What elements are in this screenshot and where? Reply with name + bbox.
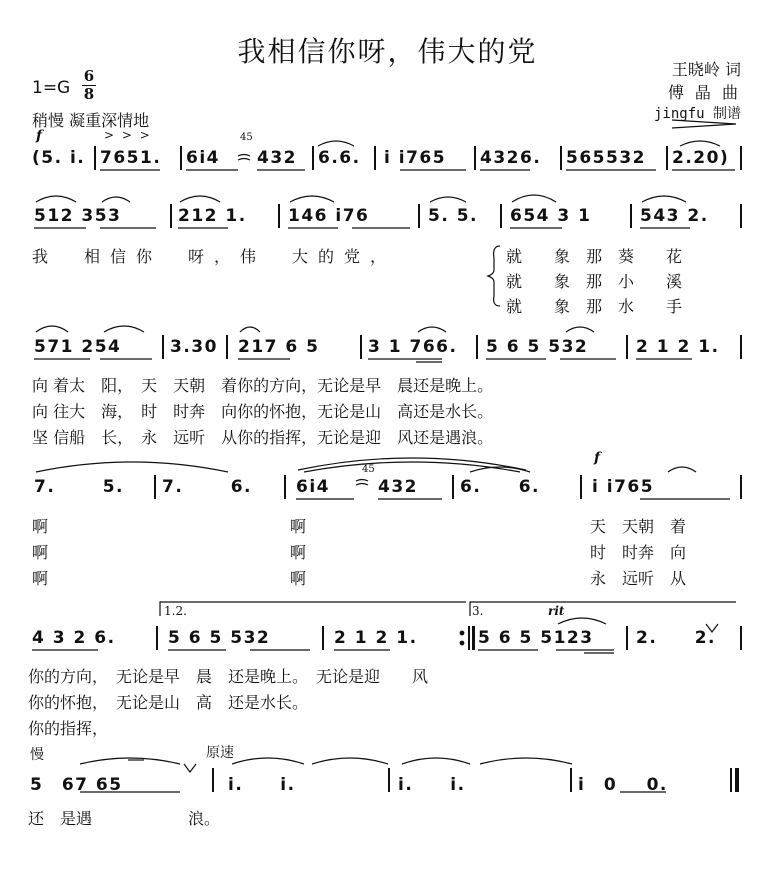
measure: 7. 6. bbox=[162, 477, 252, 497]
volta-bracket bbox=[470, 602, 736, 616]
measure: 2.20) bbox=[672, 148, 730, 168]
lyric-verse-2: 你的怀抱， 无论是山 高 还是水长。 bbox=[28, 693, 309, 712]
measure: 3 1 766. bbox=[368, 337, 458, 357]
measure: 5 6 5 532 bbox=[486, 337, 589, 357]
measure: 7651. bbox=[100, 148, 162, 168]
lyric-ah: 啊 bbox=[290, 517, 307, 536]
measure: 6i4 bbox=[186, 148, 220, 168]
lyric-verse-3: 永 远听 从 bbox=[590, 569, 687, 588]
repeat-dot bbox=[460, 641, 464, 645]
volta-bracket bbox=[160, 602, 466, 616]
measure: i i765 bbox=[592, 477, 655, 497]
grace-note-45: 45 bbox=[362, 464, 375, 475]
measure: 432 bbox=[378, 477, 418, 497]
grace-note-45: 45 bbox=[240, 132, 253, 143]
measure: i 0 0. bbox=[578, 775, 668, 795]
verse-brace bbox=[488, 246, 500, 306]
lyric-verse-1: 向 着太 阳， 天 天朝 着你的方向，无论是早 晨还是晚上。 bbox=[32, 376, 494, 395]
tempo-marking: 稍慢 凝重深情地 bbox=[32, 111, 150, 130]
tie bbox=[480, 758, 572, 764]
repeat-dot bbox=[460, 631, 464, 635]
lyric-ah: 啊 bbox=[290, 543, 307, 562]
accent-marks: > > > bbox=[104, 128, 152, 142]
slur bbox=[36, 462, 228, 472]
measure: i. i. bbox=[398, 775, 466, 795]
slur bbox=[298, 458, 526, 470]
measure: 5 6 5 5123 bbox=[478, 628, 594, 648]
lyric-ah: 啊 bbox=[290, 569, 307, 588]
slur bbox=[566, 327, 594, 332]
measure: (5. i. bbox=[32, 148, 86, 168]
song-title: 我相信你呀，伟大的党 bbox=[237, 35, 538, 68]
lyric-verse-1: 你的方向， 无论是早 晨 还是晚上。 无论是迎 风 bbox=[28, 667, 429, 686]
measure: 512 353 bbox=[34, 206, 122, 226]
lyric-verse-3: 你的指挥， bbox=[28, 719, 109, 738]
measure: 5 67 65 bbox=[30, 775, 123, 795]
slur bbox=[470, 467, 530, 472]
lyric-verse-1: 就 象 那 葵 花 bbox=[506, 247, 683, 266]
lyric-verse-2: 向 往大 海， 时 时奔 向你的怀抱，无论是山 高还是水长。 bbox=[32, 402, 494, 421]
tie bbox=[402, 758, 470, 764]
meter-bottom: 8 bbox=[83, 85, 95, 103]
slur bbox=[36, 326, 68, 332]
volta-3: 3. bbox=[472, 604, 484, 618]
slur bbox=[180, 196, 220, 202]
volta-1-2: 1.2. bbox=[164, 604, 187, 618]
slur bbox=[290, 196, 334, 202]
grace-tilde bbox=[356, 480, 368, 486]
lyric-line: 还 是遇 浪。 bbox=[28, 809, 221, 828]
slur bbox=[102, 197, 130, 202]
lyric-verse-2: 就 象 那 小 溪 bbox=[506, 272, 683, 291]
lyric-verse-3: 就 象 那 水 手 bbox=[506, 297, 683, 316]
slur bbox=[558, 618, 606, 624]
lyric-ah: 啊 bbox=[32, 543, 49, 562]
lyric-verse-2: 时 时奔 向 bbox=[590, 543, 687, 562]
measure: 6.6. bbox=[318, 148, 361, 168]
measure: 432 bbox=[257, 148, 297, 168]
slur bbox=[430, 197, 466, 202]
measure: 6. 6. bbox=[460, 477, 540, 497]
tempo-slow: 慢 bbox=[30, 747, 44, 763]
measure: 7. 5. bbox=[34, 477, 124, 497]
lyric-verse-1: 天 天朝 着 bbox=[590, 517, 687, 536]
slur bbox=[36, 196, 76, 202]
key-signature: 1=G bbox=[32, 78, 71, 98]
lyric-line: 我 相信你 呀，伟 大的党， bbox=[32, 247, 397, 266]
measure: 2 1 2 1. bbox=[334, 628, 418, 648]
measure: 571 254 bbox=[34, 337, 122, 357]
slur bbox=[668, 467, 696, 472]
lyric-ah: 啊 bbox=[32, 517, 49, 536]
tie bbox=[312, 758, 388, 764]
measure: 5. 5. bbox=[428, 206, 478, 226]
measure: i i765 bbox=[384, 148, 447, 168]
slur bbox=[240, 327, 260, 332]
grace-tilde bbox=[238, 155, 250, 161]
lyric-verse-3: 坚 信船 长， 永 远听 从你的指挥，无论是迎 风还是遇浪。 bbox=[32, 428, 494, 447]
measure: 5 6 5 532 bbox=[168, 628, 271, 648]
dynamic-forte: f bbox=[594, 450, 601, 466]
slur bbox=[104, 326, 144, 332]
measure: 565532 bbox=[566, 148, 646, 168]
measure: 4326. bbox=[480, 148, 542, 168]
measure: i. i. bbox=[228, 775, 296, 795]
breath-mark bbox=[184, 764, 196, 772]
meter-top: 6 bbox=[83, 67, 95, 85]
measure: 4 3 2 6. bbox=[32, 628, 116, 648]
transcriber-credit: jingfu 制谱 bbox=[653, 106, 741, 122]
measure: 2 1 2 1. bbox=[636, 337, 720, 357]
composer-credit: 傅 晶 曲 bbox=[667, 83, 741, 102]
measure: 217 6 5 bbox=[238, 337, 320, 357]
measure: 543 2. bbox=[640, 206, 709, 226]
crescendo-hairpin bbox=[672, 120, 736, 128]
measure: 2. 2. bbox=[636, 628, 716, 648]
ritardando-mark: rit bbox=[548, 604, 565, 618]
measure: 654 3 1 bbox=[510, 206, 592, 226]
slur bbox=[642, 196, 686, 202]
slur bbox=[318, 141, 354, 146]
tempo-a-tempo: 原速 bbox=[206, 745, 234, 761]
measure: 146 i76 bbox=[288, 206, 370, 226]
slur bbox=[680, 141, 720, 146]
measure: 212 1. bbox=[178, 206, 247, 226]
slur bbox=[418, 327, 446, 332]
measure: 3.30 bbox=[170, 337, 218, 357]
slur bbox=[80, 758, 180, 764]
slur bbox=[512, 195, 556, 202]
lyric-ah: 啊 bbox=[32, 569, 49, 588]
lyricist-credit: 王晓岭 词 bbox=[671, 60, 741, 79]
measure: 6i4 bbox=[296, 477, 330, 497]
breath-mark bbox=[706, 624, 718, 632]
tie bbox=[232, 758, 304, 764]
dynamic-forte: f bbox=[36, 128, 43, 144]
